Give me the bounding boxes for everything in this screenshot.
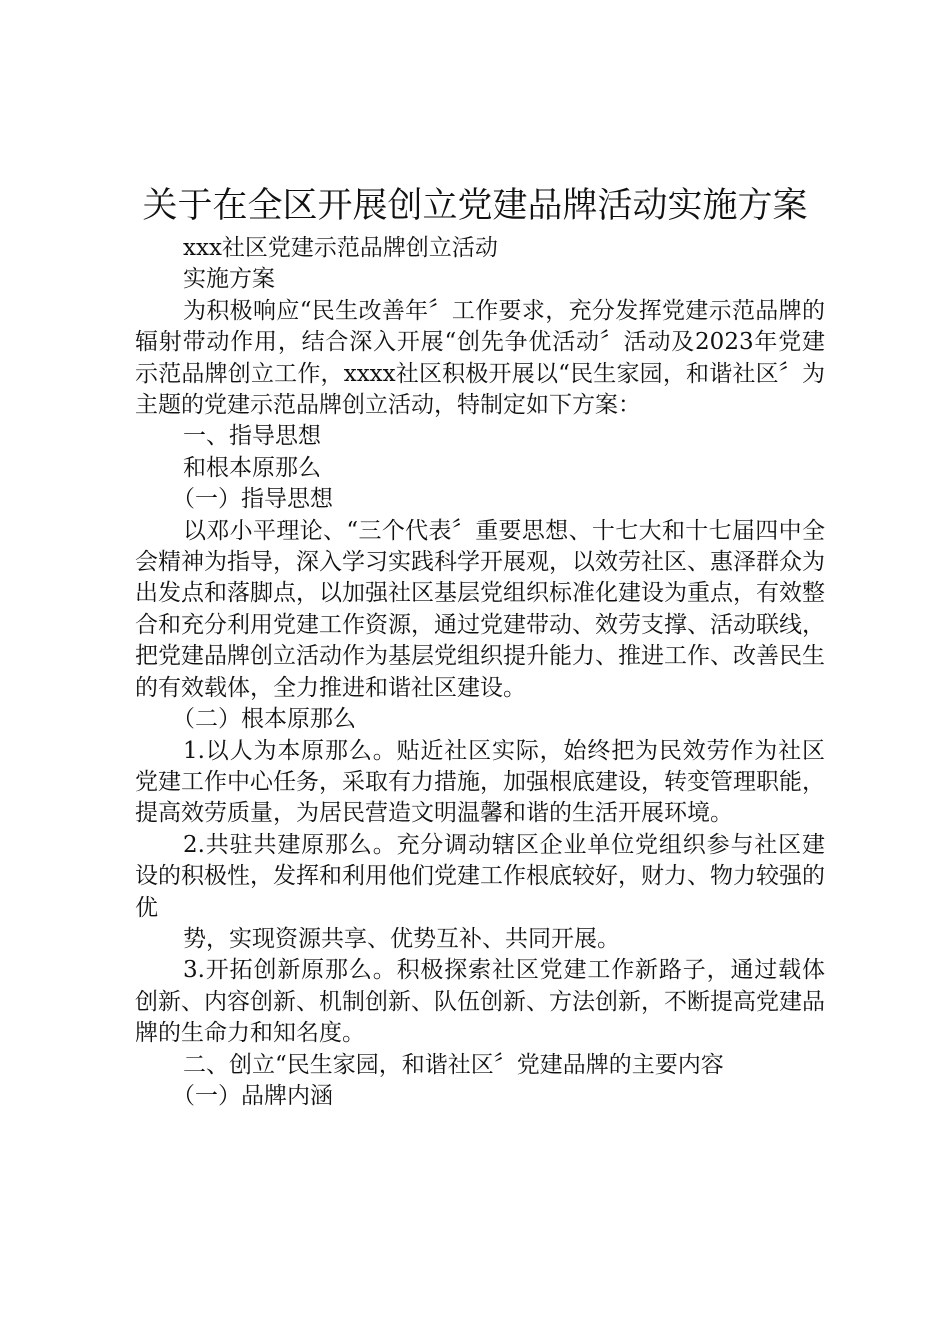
section-heading: 一、指导思想 — [183, 423, 321, 450]
subsection-heading: （一）品牌内涵 — [172, 1082, 333, 1109]
paragraph: 3.开拓创新原那么。积极探索社区党建工作新路子，通过载体创新、内容创新、机制创新、队伍创新、方法创新，不断提高党建品牌的生命力和知名度。 — [135, 957, 825, 1047]
paragraph: 实施方案 — [183, 266, 275, 293]
paragraph: 势，实现资源共享、优势互补、共同开展。 — [183, 925, 620, 952]
paragraph: 1.以人为本原那么。贴近社区实际，始终把为民效劳作为社区党建工作中心任务，采取有力措施，加强根底建设，转变管理职能，提高效劳质量，为居民营造文明温馨和谐的生活开展环境。 — [135, 737, 825, 827]
document-body — [135, 233, 825, 1112]
subsection-heading: （一）指导思想 — [172, 486, 333, 513]
paragraph: 为积极响应“民生改善年〞工作要求，充分发挥党建示范品牌的辐射带动作用，结合深入开展“创先争优活动〞活动及2023年党建示范品牌创立工作，xxxx社区积极开展以“民生家园，和谐社区〞为主题的党建示范品牌创立活动，特制定如下方案： — [135, 297, 825, 419]
paragraph: 2.共驻共建原那么。充分调动辖区企业单位党组织参与社区建设的积极性，发挥和利用他们党建工作根底较好，财力、物力较强的优 — [135, 831, 825, 921]
paragraph: xxx社区党建示范品牌创立活动 — [183, 235, 498, 261]
paragraph: 以邓小平理论、“三个代表〞重要思想、十七大和十七届四中全会精神为指导，深入学习实践科学开展观，以效劳社区、惠泽群众为出发点和落脚点，以加强社区基层党组织标准化建设为重点，有效整合和充分利用党建工作资源，通过党建带动、效劳支撑、活动联线，把党建品牌创立活动作为基层党组织提升能力、推进工作、改善民生的有效载体，全力推进和谐社区建设。 — [135, 517, 825, 701]
document-title: 关于在全区开展创立党建品牌活动实施方案 — [142, 186, 808, 226]
subsection-heading: （二）根本原那么 — [172, 706, 356, 733]
paragraph: 和根本原那么 — [183, 454, 321, 481]
section-heading: 二、创立“民生家园，和谐社区〞党建品牌的主要内容 — [183, 1051, 724, 1078]
